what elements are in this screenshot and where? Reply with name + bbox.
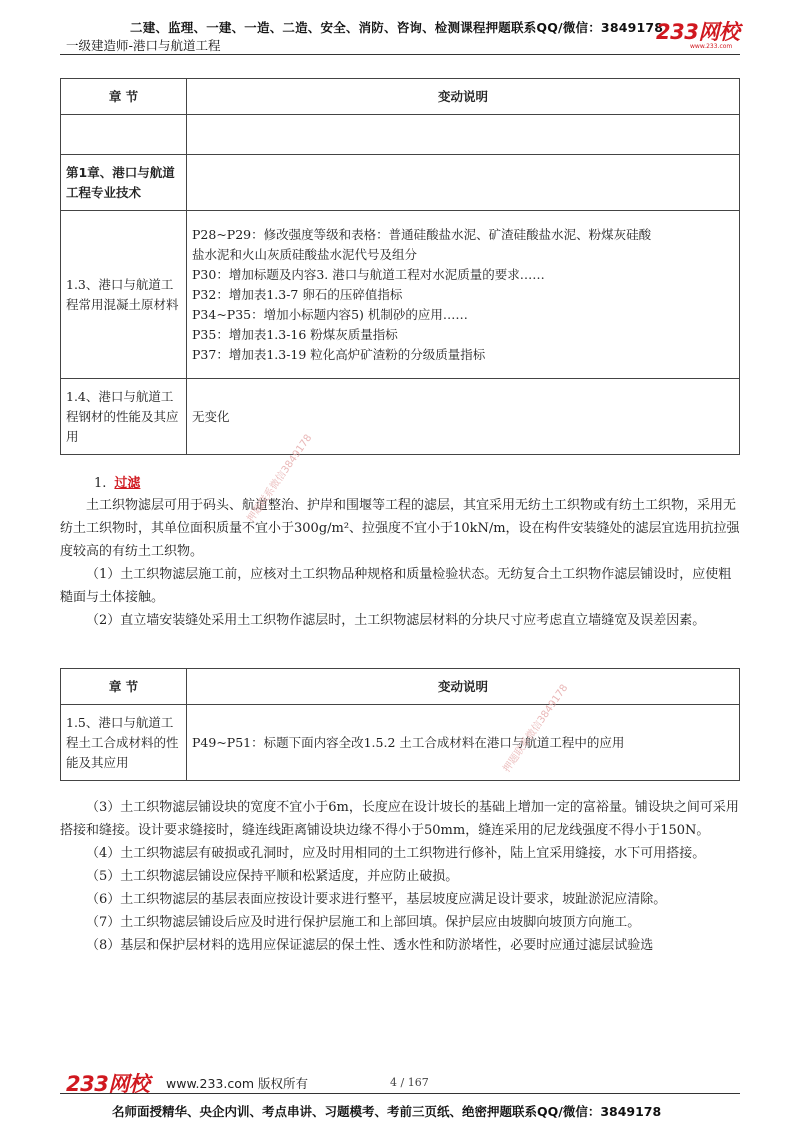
change-line: P28~P29：修改强度等级和表格：普通硅酸盐水泥、矿渣硅酸盐水泥、粉煤灰硅酸 bbox=[192, 226, 652, 242]
brand-logo-url: www.233.com bbox=[690, 43, 733, 50]
change-line: P34~P35：增加小标题内容5) 机制砂的应用…… bbox=[192, 306, 468, 322]
table-row bbox=[61, 155, 740, 211]
document-subtitle: 一级建造师-港口与航道工程 bbox=[66, 38, 221, 53]
change-table-1 bbox=[60, 78, 740, 455]
section-number: 1. bbox=[94, 476, 107, 491]
section-heading bbox=[94, 472, 140, 491]
body-text-block-a bbox=[60, 494, 740, 632]
header-divider bbox=[60, 54, 740, 55]
change-line: 盐水泥和火山灰质硅酸盐水泥代号及组分 bbox=[192, 246, 418, 262]
paragraph: （4）土工织物滤层有破损或孔洞时，应及时用相同的土工织物进行修补，陆上宜采用缝接，水下可用搭接。 bbox=[86, 846, 706, 861]
body-text-block-b bbox=[60, 796, 740, 957]
chapter-cell: 1.3、港口与航道工程常用混凝土原材料 bbox=[61, 211, 187, 379]
chapter-cell: 第1章、港口与航道工程专业技术 bbox=[61, 155, 187, 211]
change-line: 无变化 bbox=[192, 408, 230, 424]
watermark-text: 押题联系微信3849178 bbox=[501, 682, 571, 775]
header-contact-line: 二建、监理、一建、一造、二造、安全、消防、咨询、检测课程押题联系QQ/微信：3849178 bbox=[130, 20, 664, 35]
change-table-2 bbox=[60, 668, 740, 781]
changes-cell bbox=[187, 705, 740, 781]
chapter-cell bbox=[61, 115, 187, 155]
change-line: P30：增加标题及内容3. 港口与航道工程对水泥质量的要求…… bbox=[192, 266, 545, 282]
column-header-changes: 变动说明 bbox=[187, 79, 740, 115]
section-title-link[interactable]: 过滤 bbox=[114, 476, 141, 491]
changes-cell bbox=[187, 155, 740, 211]
changes-cell bbox=[187, 379, 740, 455]
column-header-changes: 变动说明 bbox=[187, 669, 740, 705]
table-row bbox=[61, 379, 740, 455]
paragraph: 土工织物滤层可用于码头、航道整治、护岸和围堰等工程的滤层，其宜采用无纺土工织物或有纺土工织物，采用无纺土工织物时，其单位面积质量不宜小于300g/m²、拉强度不宜小于10kN/m，设在构件安装缝处的滤层宜选用抗拉强度较高的有纺土工织物。 bbox=[60, 498, 740, 559]
page-number: 4 / 167 bbox=[390, 1076, 429, 1089]
paragraph: （1）土工织物滤层施工前，应核对土工织物品种规格和质量检验状态。无纺复合土工织物作滤层铺设时，应使粗糙面与土体接触。 bbox=[60, 567, 732, 605]
paragraph: （5）土工织物滤层铺设应保持平顺和松紧适度，并应防止破损。 bbox=[86, 869, 459, 884]
footer-divider bbox=[60, 1093, 740, 1094]
footer-copyright: www.233.com 版权所有 bbox=[166, 1076, 308, 1091]
change-line: P35：增加表1.3-16 粉煤灰质量指标 bbox=[192, 326, 398, 342]
table-row bbox=[61, 705, 740, 781]
column-header-chapter: 章 节 bbox=[61, 669, 187, 705]
paragraph: （3）土工织物滤层铺设块的宽度不宜小于6m，长度应在设计坡长的基础上增加一定的富裕量。铺设块之间可采用搭接和缝接。设计要求缝接时，缝连线距离铺设块边缘不得小于50mm，缝连采用的尼龙线强度不得小于150N。 bbox=[60, 800, 739, 838]
changes-cell bbox=[187, 211, 740, 379]
table-header-row bbox=[61, 79, 740, 115]
column-header-chapter: 章 节 bbox=[61, 79, 187, 115]
brand-logo: 233网校 bbox=[656, 20, 740, 44]
paragraph: （6）土工织物滤层的基层表面应按设计要求进行整平，基层坡度应满足设计要求，坡趾淤泥应清除。 bbox=[86, 892, 667, 907]
chapter-cell: 1.5、港口与航道工程土工合成材料的性能及其应用 bbox=[61, 705, 187, 781]
table-header-row bbox=[61, 669, 740, 705]
paragraph: （7）土工织物滤层铺设后应及时进行保护层施工和上部回填。保护层应由坡脚向坡顶方向施工。 bbox=[86, 915, 641, 930]
paragraph: （2）直立墙安装缝处采用土工织物作滤层时，土工织物滤层材料的分块尺寸应考虑直立墙缝宽及误差因素。 bbox=[86, 613, 706, 628]
footer-contact-line: 名师面授精华、央企内训、考点串讲、习题模考、考前三页纸、绝密押题联系QQ/微信：3849178 bbox=[112, 1104, 662, 1119]
table-row bbox=[61, 211, 740, 379]
changes-cell bbox=[187, 115, 740, 155]
table-row bbox=[61, 115, 740, 155]
change-line: P37：增加表1.3-19 粒化高炉矿渣粉的分级质量指标 bbox=[192, 346, 486, 362]
chapter-cell: 1.4、港口与航道工程钢材的性能及其应用 bbox=[61, 379, 187, 455]
change-line: P32：增加表1.3-7 卵石的压碎值指标 bbox=[192, 286, 403, 302]
watermark-text: 押题联系微信3849178 bbox=[245, 432, 315, 525]
change-line: P49~P51：标题下面内容全改1.5.2 土工合成材料在港口与航道工程中的应用 bbox=[192, 734, 625, 750]
footer-brand-logo: 233网校 bbox=[66, 1072, 150, 1096]
paragraph: （8）基层和保护层材料的选用应保证滤层的保土性、透水性和防淤堵性，必要时应通过滤层试验选 bbox=[86, 938, 654, 953]
